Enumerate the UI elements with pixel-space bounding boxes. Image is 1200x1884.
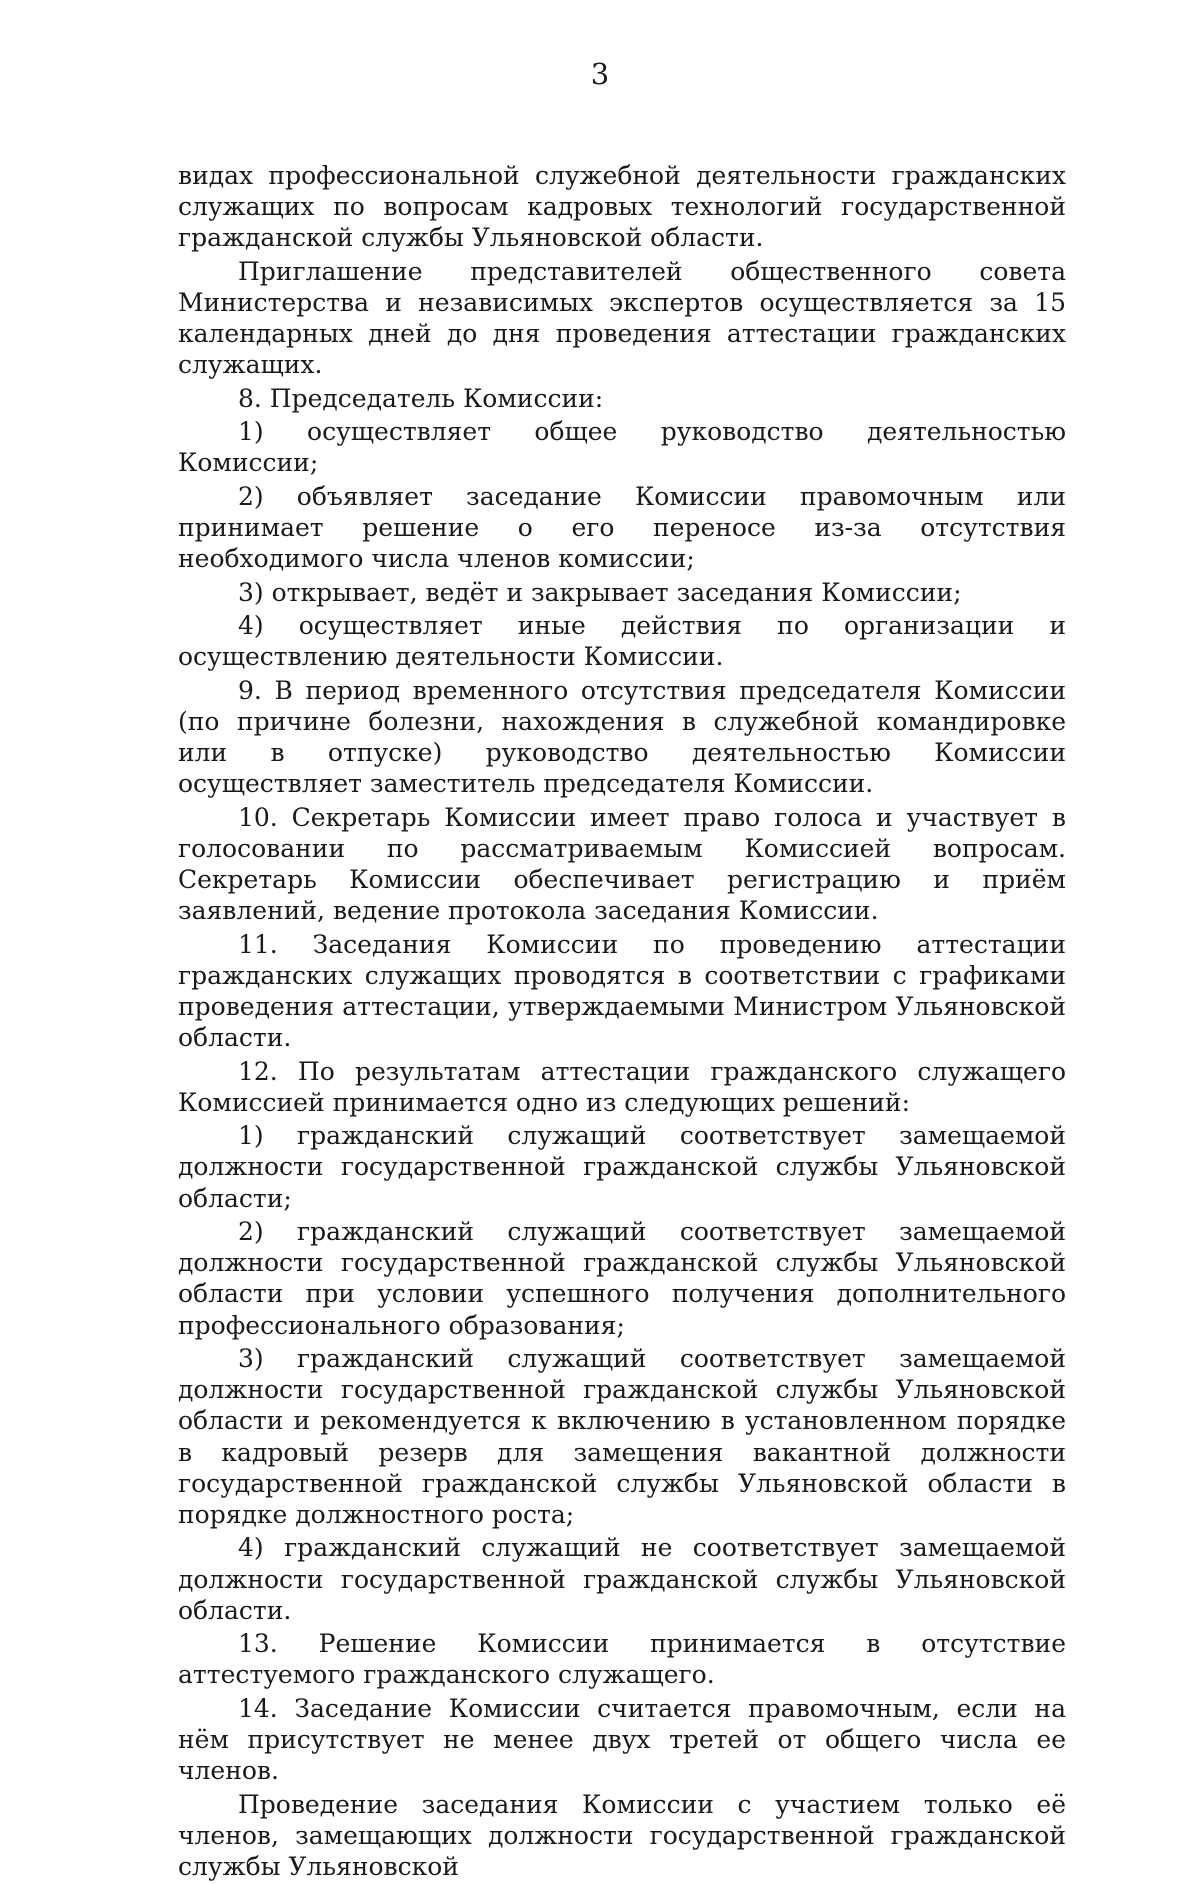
paragraph-item-11: 11. Заседания Комиссии по проведению аттестации гражданских служащих проводятся в соответствии с графиками проведения аттестации, утверждаемыми Министром Ульяновской области. — [178, 929, 1066, 1053]
paragraph-item-8-1: 1) осуществляет общее руководство деятельностью Комиссии; — [178, 417, 1066, 478]
paragraph-item-8-3: 3) открывает, ведёт и закрывает заседания Комиссии; — [238, 577, 962, 607]
paragraph-item-8-2: 2) объявляет заседание Комиссии правомочным или принимает решение о его переносе из-за отсутствия необходимого числа членов комиссии; — [178, 481, 1066, 574]
paragraph-continuation: видах профессиональной служебной деятельности гражданских служащих по вопросам кадровых технологий государственной гражданской службы Ульяновской области. — [178, 161, 1066, 253]
paragraph-item-8: 8. Председатель Комиссии: — [238, 383, 604, 413]
paragraph-invitation: Приглашение представителей общественного совета Министерства и независимых экспертов осуществляется за 15 календарных дней до дня проведения аттестации гражданских служащих. — [178, 256, 1066, 380]
paragraph-item-10: 10. Секретарь Комиссии имеет право голоса и участвует в голосовании по рассматриваемым Комиссией вопросам. Секретарь Комиссии обеспечивает регистрацию и приём заявлений, ведение протокола заседания Комиссии. — [178, 802, 1066, 926]
paragraph-item-12-4: 4) гражданский служащий не соответствует замещаемой должности государственной гражданской службы Ульяновской области. — [178, 1533, 1066, 1625]
document-body — [178, 160, 1066, 1884]
paragraph-item-9: 9. В период временного отсутствия председателя Комиссии (по причине болезни, нахождения в служебной командировке или в отпуске) руководство деятельностью Комиссии осуществляет заместитель председателя Комиссии. — [178, 675, 1066, 799]
paragraph-item-12-1: 1) гражданский служащий соответствует замещаемой должности государственной гражданской службы Ульяновской области; — [178, 1121, 1066, 1213]
paragraph-item-12-3: 3) гражданский служащий соответствует замещаемой должности государственной гражданской службы Ульяновской области и рекомендуется к включению в установленном порядке в кадровый резерв для замещения вакантной должности государственной гражданской службы Ульяновской области в порядке должностного роста; — [178, 1343, 1066, 1529]
paragraph-item-12-2: 2) гражданский служащий соответствует замещаемой должности государственной гражданской службы Ульяновской области при условии успешного получения дополнительного профессионального образования; — [178, 1216, 1066, 1340]
paragraph-closing: Проведение заседания Комиссии с участием только её членов, замещающих должности государственной гражданской службы Ульяновской — [178, 1789, 1066, 1881]
paragraph-item-12: 12. По результатам аттестации гражданского служащего Комиссией принимается одно из следующих решений: — [178, 1056, 1066, 1117]
paragraph-item-8-4: 4) осуществляет иные действия по организации и осуществлению деятельности Комиссии. — [178, 610, 1066, 672]
page-number: 3 — [590, 57, 610, 91]
paragraph-item-14: 14. Заседание Комиссии считается правомочным, если на нём присутствует не менее двух третей от общего числа ее членов. — [178, 1693, 1066, 1786]
paragraph-item-13: 13. Решение Комиссии принимается в отсутствие аттестуемого гражданского служащего. — [178, 1629, 1066, 1690]
